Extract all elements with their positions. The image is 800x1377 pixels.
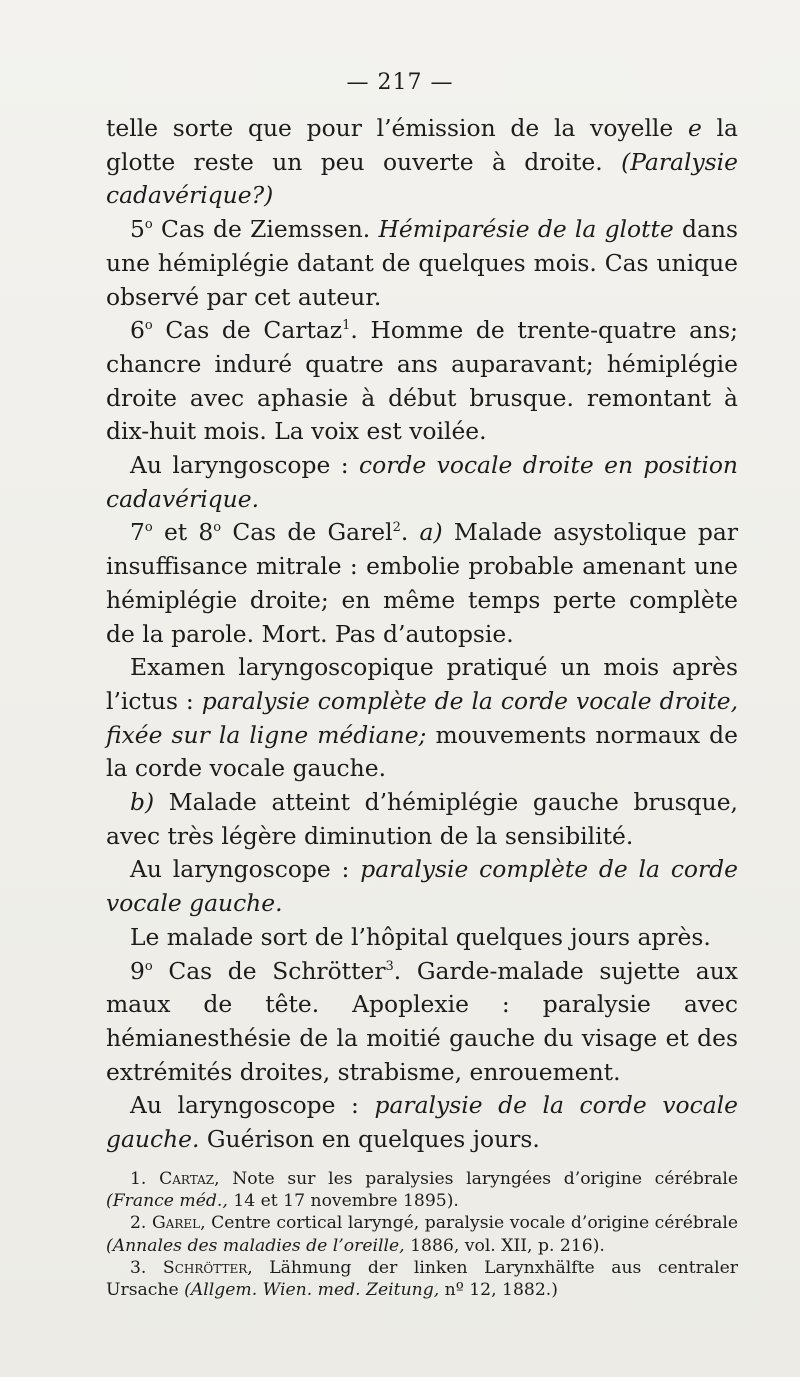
paragraph-laryngoscope-2: Au laryngoscope : paralysie complète de la corde vocale gauche. — [106, 855, 738, 918]
footnote-2: 2. Garel, Centre cortical laryngé, paralysie vocale d’origine cérébrale (Annales des maladies de l’oreille, 1886, vol. XII, p. 216). — [106, 1213, 738, 1256]
paragraph-case-b: b) Malade atteint d’hémiplégie gauche brusque, avec très légère diminution de la sensibilité. — [106, 788, 738, 850]
paragraph-laryngoscope-1: Au laryngoscope : corde vocale droite en position cadavérique. — [106, 451, 738, 513]
footnote-ref-2[interactable]: 2 — [392, 520, 401, 536]
paragraph-case-6: 6$^o$ Cas de Cartaz$^1$. Homme de trente-quatre ans; chancre induré quatre ans auparavant; hémiplégie droite avec aphasie à début brusque. remontant à dix-huit mois. La voix est voilée. — [106, 316, 738, 446]
footnote-ref-1[interactable]: 1 — [342, 318, 351, 334]
footnote-ref-3[interactable]: 3 — [385, 958, 394, 974]
paragraph-examen: Examen laryngoscopique pratiqué un mois après l’ictus : paralysie complète de la corde vocale droite, fixée sur la ligne médiane; mouvements normaux de la corde vocale gauche. — [106, 653, 739, 783]
footnote-3: 3. Schrötter, Lähmung der linken Larynxhälfte aus centraler Ursache (Allgem. Wien. med. Zeitung, nº 12, 1882.) — [106, 1257, 738, 1301]
page-number: — 217 — — [346, 70, 454, 95]
paragraph-sortie: Le malade sort de l’hôpital quelques jours après. — [130, 922, 711, 951]
paragraph-case-5: 5$^o$ Cas de Ziemssen. Hémiparésie de la glotte dans une hémiplégie datant de quelques mois. Cas unique observé par cet auteur. — [106, 215, 738, 311]
paragraph-laryngoscope-3: Au laryngoscope : paralysie de la corde vocale gauche. Guérison en quelques jours. — [106, 1091, 738, 1154]
paragraph-continuation: telle sorte que pour l’émission de la voyelle e la glotte reste un peu ouverte à droite. (Paralysie cadavérique?) — [106, 114, 738, 210]
footnote-1: 1. Cartaz, Note sur les paralysies laryngées d’origine cérébrale (France méd., 14 et 17 novembre 1895). — [106, 1169, 738, 1212]
footnotes — [106, 1168, 738, 1301]
paragraph-case-9: 9$^o$ Cas de Schrötter$^3$. Garde-malade sujette aux maux de tête. Apoplexie : paralysie avec hémianesthésie de la moitié gauche du visage et des extrémités droites, strabisme, enrouement. — [106, 956, 738, 1086]
body-text — [106, 112, 738, 1157]
paragraph-case-7-8: 7$^o$ et 8$^o$ Cas de Garel$^2$. a) Malade asystolique par insuffisance mitrale : embolie probable amenant une hémiplégie droite; en même temps perte complète de la parole. Mort. Pas d’autopsie. — [106, 518, 738, 648]
